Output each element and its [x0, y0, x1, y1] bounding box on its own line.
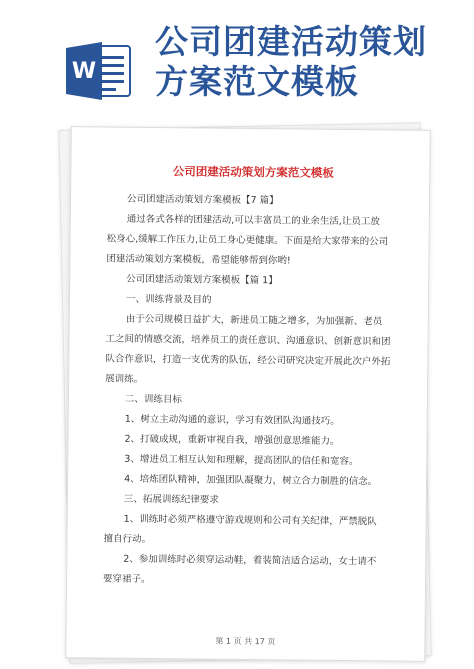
text-line: 由于公司规模日益扩大，新进员工随之增多，为加强新、老员 — [125, 313, 383, 328]
document-page — [65, 126, 431, 662]
text-line: 队合作意识，打造一支优秀的队伍，经公司研究决定开展此次户外拓 — [105, 353, 391, 368]
text-line: 展训练。 — [105, 373, 144, 385]
text-line: 松身心,缓解工作压力,让员工身心更健康。下面是给大家带来的公司 — [106, 233, 389, 248]
title-line-1: 公司团建活动策划 — [155, 22, 427, 61]
text-line: 擅自行动。 — [103, 533, 152, 545]
text-line: 三、拓展训练纪律要求 — [123, 493, 219, 506]
title-line-2: 方案范文模板 — [155, 62, 359, 101]
page-heading: 公司团建活动策划方案范文模板 — [172, 164, 334, 180]
text-line: 1、树立主动沟通的意识，学习有效团队沟通技巧。 — [124, 413, 340, 427]
page-footer: 第 1 页 共 17 页 — [215, 636, 276, 647]
text-line: 一、训练背景及目的 — [125, 293, 212, 306]
text-line: 3、增进员工相互认知和理解，提高团队的信任和宽容。 — [124, 453, 359, 468]
page-content — [103, 162, 399, 593]
text-line: 二、训练目标 — [124, 393, 183, 406]
text-line: 2、参加训练时必须穿运动鞋，着装简洁适合运动，女士请不 — [123, 553, 377, 568]
text-line: 通过各式各样的团建活动,可以丰富员工的业余生活,让员工放 — [126, 213, 380, 228]
text-line: 4、培炼团队精神，加强团队凝聚力，树立合力制胜的信念。 — [124, 473, 378, 488]
word-logo-letter: W — [71, 59, 97, 84]
text-line: 1、训练时必须严格遵守游戏规则和公司有关纪律，严禁脱队 — [123, 513, 377, 528]
text-line: 要穿裙子。 — [102, 573, 151, 585]
text-line: 公司团建活动策划方案模板【篇 1】 — [126, 273, 278, 287]
text-line: 2、打破成规，重新审视自我，增强创意思维能力。 — [124, 433, 340, 447]
text-line: 工之间的情感交流，培养员工的责任意识、沟通意识、创新意识和团 — [105, 333, 391, 348]
word-icon — [66, 40, 132, 102]
text-line: 团建活动策划方案模板，希望能够帮到你哟! — [106, 253, 291, 267]
header — [0, 0, 474, 100]
text-line: 公司团建活动策划方案模板【7 篇】 — [126, 193, 279, 207]
document-preview — [58, 122, 430, 662]
document-title — [155, 22, 427, 102]
